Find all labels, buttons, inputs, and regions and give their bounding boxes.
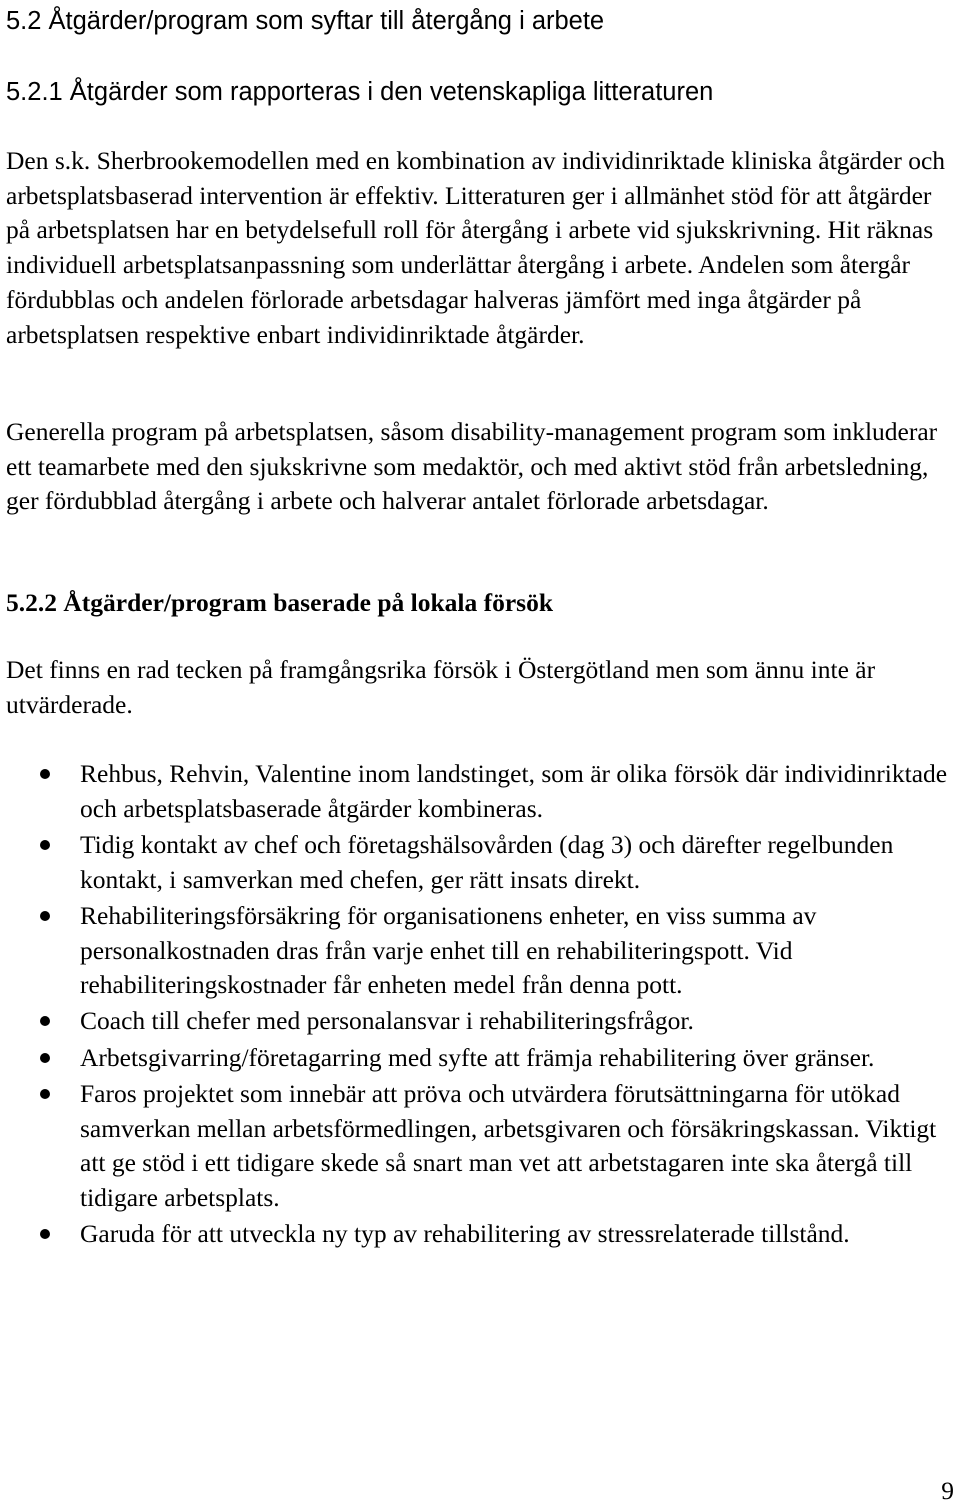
list-item [6, 828, 954, 897]
bullet-icon [40, 1053, 50, 1063]
list-item [6, 1041, 954, 1076]
list-item [6, 1004, 954, 1039]
list-item [6, 1217, 954, 1252]
page-number: 9 [941, 1476, 954, 1505]
section-heading: 5.2 Åtgärder/program som syftar till återgång i arbete [6, 7, 605, 35]
list-item-text: Faros projektet som innebär att pröva och utvärdera förutsättningarna för utökad samverkan mellan arbetsförmedlingen, arbetsgivaren och försäkringskassan. Viktigt att ge stöd i ett tidigare skede så snart man vet att arbetstagaren inte ska återgå till tidigare arbetsplats. [80, 1078, 937, 1212]
bullet-list [6, 757, 954, 1253]
list-item [6, 757, 954, 826]
list-item [6, 1077, 954, 1216]
list-item-text: Coach till chefer med personalansvar i rehabiliteringsfrågor. [80, 1006, 694, 1036]
list-item [6, 899, 954, 1003]
list-item-text: Garuda för att utveckla ny typ av rehabilitering av stressrelaterade tillstånd. [80, 1219, 850, 1249]
subsection-heading: 5.2.1 Åtgärder som rapporteras i den vetenskapliga litteraturen [6, 78, 714, 106]
paragraph-3: Det finns en rad tecken på framgångsrika försök i Östergötland men som ännu inte är utvärderade. [6, 655, 876, 719]
bullet-icon [40, 1089, 50, 1099]
list-item-text: Tidig kontakt av chef och företagshälsovården (dag 3) och därefter regelbunden kontakt, i samverkan med chefen, ger rätt insats direkt. [80, 829, 894, 894]
list-item-text: Arbetsgivarring/företagarring med syfte att främja rehabilitering över gränser. [80, 1042, 875, 1072]
bullet-icon [40, 769, 50, 779]
paragraph-1: Den s.k. Sherbrookemodellen med en kombination av individinriktade kliniska åtgärder och arbetsplatsbaserad intervention är effektiv. Litteraturen ger i allmänhet stöd för att åtgärder på arbetsplatsen har en betydelsefull roll för återgång i arbete vid sjukskrivning. Hit räknas individuell arbetsplatsanpassning som underlättar återgång i arbete. Andelen som återgår fördubblas och andelen förlorade arbetsdagar halveras jämfört med inga åtgärder på arbetsplatsen respektive enbart individinriktade åtgärder. [6, 146, 946, 349]
list-item-text: Rehbus, Rehvin, Valentine inom landstinget, som är olika försök där individinriktade och arbetsplatsbaserade åtgärder kombineras. [80, 759, 948, 823]
bullet-icon [40, 911, 50, 921]
bullet-icon [40, 840, 50, 850]
subsection-heading-2: 5.2.2 Åtgärder/program baserade på lokala försök [6, 588, 554, 617]
paragraph-2: Generella program på arbetsplatsen, såsom disability-management program som inkluderar ett teamarbete med den sjukskrivne som medaktör, och med aktivt stöd från arbetsledning, ger fördubblad återgång i arbete och halverar antalet förlorade arbetsdagar. [6, 417, 938, 516]
bullet-icon [40, 1016, 50, 1026]
list-item-text: Rehabiliteringsförsäkring för organisationens enheter, en viss summa av personalkostnaden dras från varje enhet till en rehabiliteringspott. Vid rehabiliteringskostnader får enheten medel från denna pott. [80, 900, 817, 1000]
bullet-icon [40, 1229, 50, 1239]
